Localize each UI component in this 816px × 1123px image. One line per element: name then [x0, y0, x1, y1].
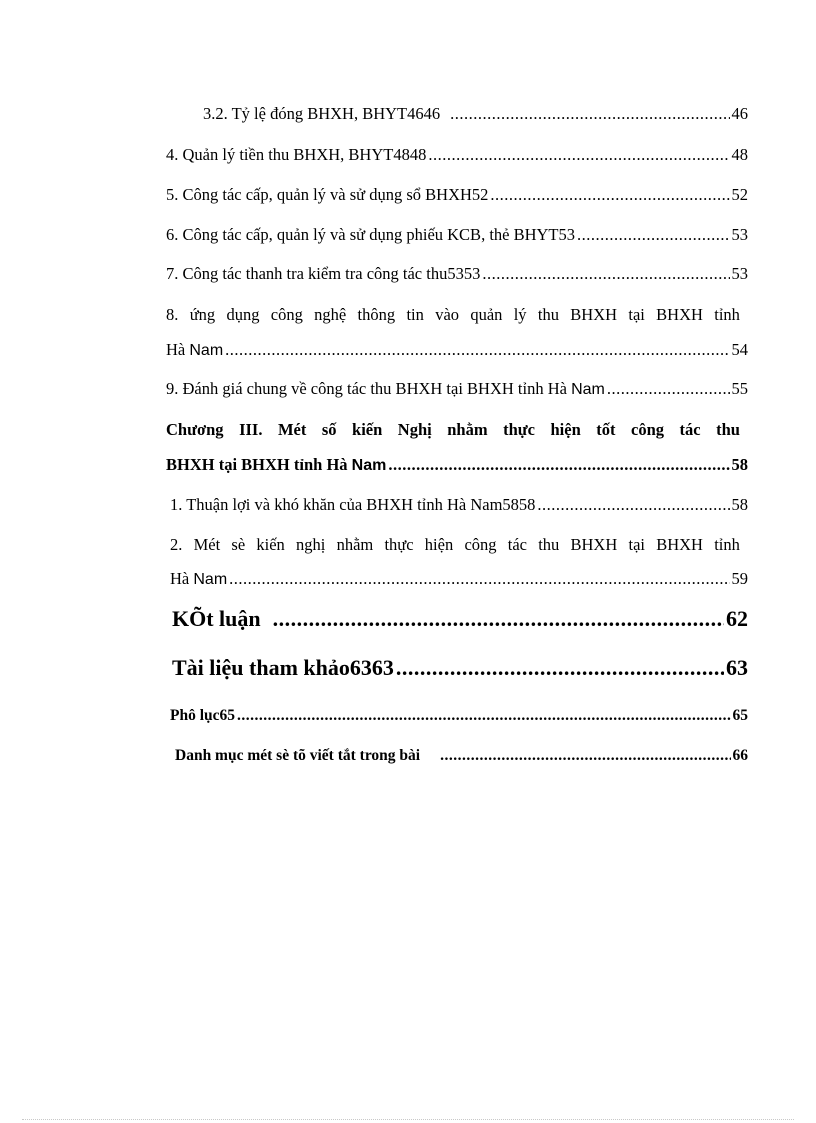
- word: tỉnh: [714, 535, 740, 554]
- dot-leader: [490, 185, 729, 205]
- toc-label: Tài liệu tham khảo6363: [172, 655, 394, 680]
- word: BHXH: [570, 305, 618, 324]
- word: hiện: [550, 420, 581, 439]
- word: 2.: [170, 535, 183, 554]
- word: công: [631, 420, 665, 439]
- word: tin: [406, 305, 424, 324]
- word: Mét: [193, 535, 221, 554]
- toc-entry-6: [166, 225, 748, 245]
- toc-entry-9: [166, 379, 748, 399]
- word: tại: [628, 535, 645, 554]
- toc-page-number: 53: [731, 264, 748, 283]
- dot-leader: [607, 379, 730, 399]
- toc-page-number: 58: [731, 455, 748, 474]
- word: 8.: [166, 305, 179, 324]
- word: quản: [470, 305, 503, 324]
- toc-page-number: 48: [731, 145, 748, 164]
- word: tại: [628, 305, 645, 324]
- dot-leader: [229, 569, 729, 589]
- toc-entry-appendix: [170, 707, 748, 725]
- word: công: [464, 535, 497, 554]
- toc-label: KÕt luận: [172, 606, 261, 631]
- dot-leader: [440, 747, 730, 765]
- word: thực: [384, 535, 414, 554]
- word: kiến: [352, 420, 383, 439]
- word: sè: [231, 535, 246, 554]
- word: tác: [679, 420, 701, 439]
- word: tỉnh: [714, 305, 740, 324]
- toc-page-number: 66: [732, 747, 748, 764]
- word: thông: [357, 305, 396, 324]
- toc-entry-abbreviations: [175, 747, 748, 765]
- word: ứng: [189, 305, 216, 324]
- toc-label: Hà Nam: [166, 340, 224, 359]
- toc-entry-references: [172, 655, 748, 681]
- toc-page-number: 59: [731, 569, 748, 588]
- word: Mét: [277, 420, 307, 439]
- toc-label: Phô lục65: [170, 707, 236, 724]
- dot-leader: [537, 495, 729, 515]
- toc-label: 3.2. Tỷ lệ đóng BHXH, BHYT4646: [203, 104, 441, 123]
- word: Nghị: [397, 420, 432, 439]
- toc-page-number: 63: [726, 655, 748, 680]
- dot-leader: [577, 225, 729, 245]
- word: BHXH: [656, 535, 703, 554]
- word: hiện: [424, 535, 454, 554]
- word: số: [321, 420, 337, 439]
- word: nhằm: [447, 420, 488, 439]
- toc-label: Hà Nam: [170, 569, 228, 588]
- dot-leader: [237, 707, 730, 725]
- toc-entry-iii-2-line1: [170, 535, 740, 555]
- word: tốt: [596, 420, 616, 439]
- toc-label: 5. Công tác cấp, quản lý và sử dụng sổ BHXH52: [166, 185, 489, 204]
- word: III.: [239, 420, 263, 439]
- toc-label: 1. Thuận lợi và khó khăn của BHXH tỉnh Hà Nam5858: [170, 495, 536, 514]
- toc-label: 9. Đánh giá chung về công tác thu BHXH tại BHXH tỉnh Hà Nam: [166, 379, 605, 398]
- toc-page-number: 46: [731, 104, 748, 123]
- toc-entry-5: [166, 185, 748, 205]
- word: thu: [537, 305, 559, 324]
- toc-entry-4: [166, 145, 748, 165]
- word: nhằm: [336, 535, 374, 554]
- toc-entry-iii-2-line2: [170, 569, 748, 589]
- word: vào: [435, 305, 460, 324]
- toc-entry-conclusion: [172, 606, 748, 632]
- word: nghị: [296, 535, 326, 554]
- word: nghệ: [314, 305, 347, 324]
- toc-page-number: 54: [731, 340, 748, 359]
- toc-page-number: 53: [731, 225, 748, 244]
- word: tác: [507, 535, 527, 554]
- dot-leader: [482, 264, 729, 284]
- toc-entry-3-2: [203, 104, 748, 124]
- dot-leader: [396, 655, 724, 681]
- word: BHXH: [570, 535, 618, 554]
- word: Chương: [166, 420, 224, 439]
- toc-label: 6. Công tác cấp, quản lý và sử dụng phiếu KCB, thẻ BHYT53: [166, 225, 576, 244]
- toc-label: 4. Quản lý tiền thu BHXH, BHYT4848: [166, 145, 427, 164]
- dot-leader: [428, 145, 729, 165]
- toc-page-number: 52: [731, 185, 748, 204]
- word: kiến: [256, 535, 285, 554]
- toc-page-number: 65: [732, 707, 748, 724]
- toc-label: 7. Công tác thanh tra kiểm tra công tác thu5353: [166, 264, 481, 283]
- word: thực: [503, 420, 535, 439]
- toc-label: BHXH tại BHXH tỉnh Hà Nam: [166, 455, 387, 474]
- toc-page-number: 62: [726, 606, 748, 631]
- page-bottom-divider: [22, 1119, 794, 1120]
- toc-entry-7: [166, 264, 748, 284]
- word: lý: [513, 305, 527, 324]
- dot-leader: [225, 340, 729, 360]
- toc-entry-8-line1: [166, 305, 740, 325]
- word: công: [270, 305, 303, 324]
- toc-entry-iii-1: [170, 495, 748, 515]
- toc-label: Danh mục mét sè tõ viết tắt trong bài: [175, 747, 421, 764]
- toc-page-number: 55: [731, 379, 748, 398]
- toc-chapter-3-line1: [166, 420, 740, 440]
- word: BHXH: [656, 305, 703, 324]
- toc-chapter-3-line2: [166, 455, 748, 475]
- dot-leader: [388, 455, 729, 475]
- dot-leader: [273, 606, 724, 632]
- word: dụng: [226, 305, 260, 324]
- word: thu: [716, 420, 740, 439]
- toc-page-number: 58: [731, 495, 748, 514]
- toc-entry-8-line2: [166, 340, 748, 360]
- dot-leader: [450, 104, 729, 124]
- word: thu: [538, 535, 560, 554]
